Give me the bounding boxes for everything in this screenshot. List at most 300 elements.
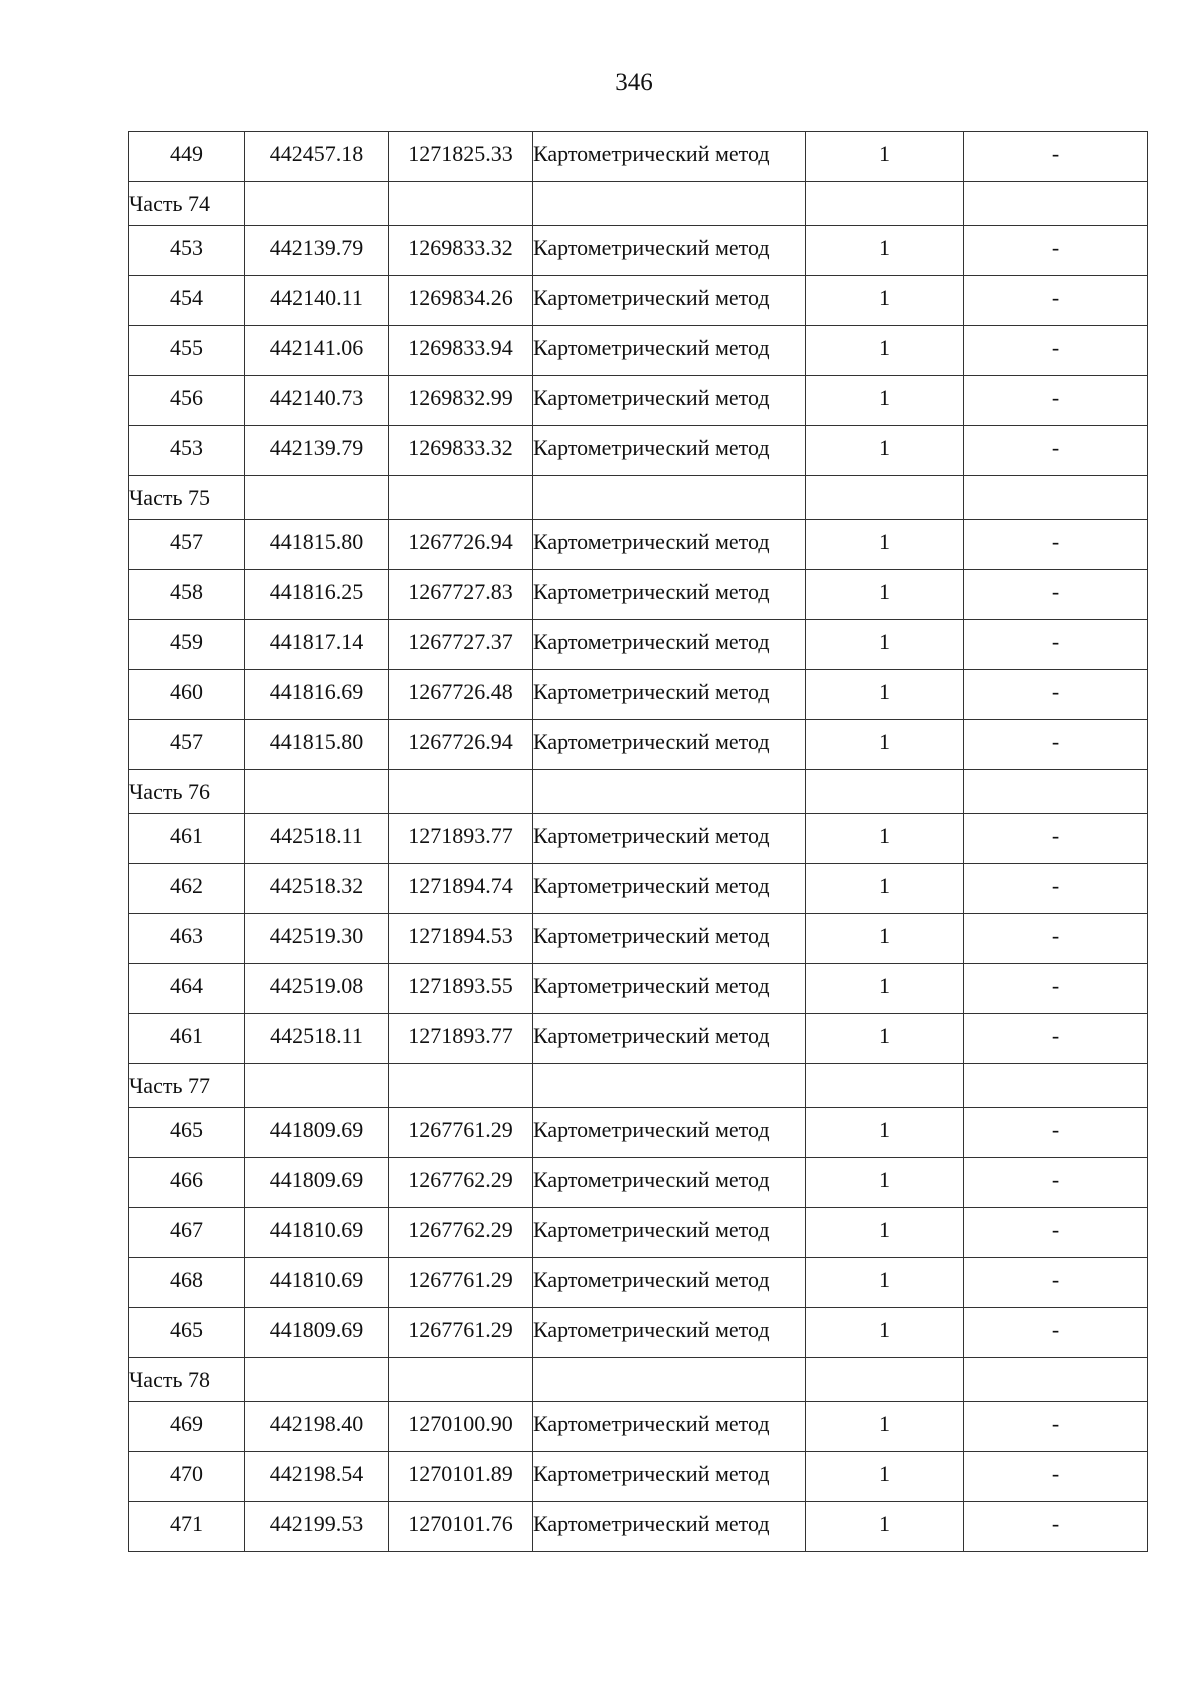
point-number-cell	[129, 376, 245, 426]
method-cell-text: Картометрический метод	[533, 434, 770, 460]
accuracy-cell-text: 1	[879, 822, 890, 848]
point-number-cell	[129, 1402, 245, 1452]
accuracy-cell	[806, 1108, 964, 1158]
y-coordinate-cell-text: 1269833.94	[408, 334, 513, 360]
y-coordinate-cell	[389, 1402, 533, 1452]
accuracy-cell-text: 1	[879, 1510, 890, 1536]
description-cell	[964, 1108, 1148, 1158]
y-coordinate-cell-text: 1271825.33	[408, 140, 513, 166]
description-cell	[964, 1158, 1148, 1208]
method-cell-text: Картометрический метод	[533, 1460, 770, 1486]
method-cell-text: Картометрический метод	[533, 728, 770, 754]
empty-cell	[806, 476, 964, 520]
x-coordinate-cell-text: 441816.25	[269, 578, 364, 604]
y-coordinate-cell-text: 1267762.29	[408, 1166, 513, 1192]
accuracy-cell	[806, 964, 964, 1014]
accuracy-cell-text: 1	[879, 140, 890, 166]
empty-cell	[964, 476, 1148, 520]
x-coordinate-cell	[245, 276, 389, 326]
point-number-cell-text: 469	[170, 1410, 203, 1436]
point-number-cell	[129, 226, 245, 276]
point-number-cell	[129, 276, 245, 326]
accuracy-cell-text: 1	[879, 284, 890, 310]
accuracy-cell-text: 1	[879, 1316, 890, 1342]
empty-cell	[806, 182, 964, 226]
y-coordinate-cell-text: 1271894.74	[408, 872, 513, 898]
y-coordinate-cell	[389, 864, 533, 914]
x-coordinate-cell-text: 442519.30	[269, 922, 364, 948]
y-coordinate-cell	[389, 276, 533, 326]
part-label: Часть 77	[129, 1064, 245, 1108]
accuracy-cell	[806, 1208, 964, 1258]
y-coordinate-cell	[389, 1258, 533, 1308]
point-number-cell	[129, 1502, 245, 1552]
method-cell-text: Картометрический метод	[533, 1216, 770, 1242]
table-row	[129, 620, 1148, 670]
description-cell	[964, 570, 1148, 620]
method-cell	[533, 1014, 806, 1064]
method-cell	[533, 814, 806, 864]
x-coordinate-cell	[245, 1452, 389, 1502]
method-cell-text: Картометрический метод	[533, 334, 770, 360]
accuracy-cell	[806, 864, 964, 914]
point-number-cell-text: 461	[170, 822, 203, 848]
x-coordinate-cell	[245, 226, 389, 276]
point-number-cell	[129, 426, 245, 476]
y-coordinate-cell	[389, 1502, 533, 1552]
accuracy-cell-text: 1	[879, 1022, 890, 1048]
method-cell-text: Картометрический метод	[533, 1116, 770, 1142]
description-cell-text: -	[1051, 1116, 1060, 1142]
description-cell	[964, 1014, 1148, 1064]
accuracy-cell-text: 1	[879, 1266, 890, 1292]
method-cell	[533, 720, 806, 770]
point-number-cell-text: 457	[170, 528, 203, 554]
table-row	[129, 1502, 1148, 1552]
empty-cell	[964, 1064, 1148, 1108]
method-cell-text: Картометрический метод	[533, 628, 770, 654]
point-number-cell-text: 454	[170, 284, 203, 310]
description-cell-text: -	[1051, 284, 1060, 310]
description-cell	[964, 1258, 1148, 1308]
y-coordinate-cell-text: 1267727.37	[408, 628, 513, 654]
accuracy-cell	[806, 814, 964, 864]
y-coordinate-cell-text: 1270101.76	[408, 1510, 513, 1536]
description-cell-text: -	[1051, 434, 1060, 460]
x-coordinate-cell	[245, 132, 389, 182]
description-cell-text: -	[1051, 384, 1060, 410]
description-cell	[964, 670, 1148, 720]
part-label: Часть 74	[129, 182, 245, 226]
empty-cell	[964, 1358, 1148, 1402]
x-coordinate-cell	[245, 1158, 389, 1208]
part-header-row	[129, 182, 1148, 226]
x-coordinate-cell-text: 442139.79	[269, 234, 364, 260]
description-cell-text: -	[1051, 678, 1060, 704]
y-coordinate-cell-text: 1269832.99	[408, 384, 513, 410]
empty-cell	[245, 770, 389, 814]
accuracy-cell	[806, 670, 964, 720]
description-cell	[964, 426, 1148, 476]
accuracy-cell-text: 1	[879, 1460, 890, 1486]
y-coordinate-cell	[389, 1158, 533, 1208]
method-cell-text: Картометрический метод	[533, 872, 770, 898]
empty-cell	[389, 182, 533, 226]
empty-cell	[389, 1358, 533, 1402]
description-cell	[964, 720, 1148, 770]
x-coordinate-cell	[245, 376, 389, 426]
table-row	[129, 132, 1148, 182]
accuracy-cell-text: 1	[879, 872, 890, 898]
point-number-cell	[129, 1014, 245, 1064]
y-coordinate-cell	[389, 520, 533, 570]
point-number-cell	[129, 1258, 245, 1308]
description-cell	[964, 326, 1148, 376]
empty-cell	[389, 1064, 533, 1108]
empty-cell	[964, 770, 1148, 814]
y-coordinate-cell-text: 1271893.77	[408, 1022, 513, 1048]
x-coordinate-cell	[245, 670, 389, 720]
description-cell-text: -	[1051, 578, 1060, 604]
method-cell-text: Картометрический метод	[533, 578, 770, 604]
description-cell-text: -	[1051, 528, 1060, 554]
x-coordinate-cell	[245, 570, 389, 620]
x-coordinate-cell	[245, 1014, 389, 1064]
x-coordinate-cell	[245, 1502, 389, 1552]
point-number-cell	[129, 670, 245, 720]
x-coordinate-cell	[245, 964, 389, 1014]
accuracy-cell-text: 1	[879, 334, 890, 360]
x-coordinate-cell-text: 441815.80	[269, 728, 364, 754]
accuracy-cell	[806, 1158, 964, 1208]
point-number-cell-text: 460	[170, 678, 203, 704]
x-coordinate-cell-text: 442199.53	[269, 1510, 364, 1536]
point-number-cell	[129, 520, 245, 570]
table-row	[129, 1402, 1148, 1452]
y-coordinate-cell-text: 1271894.53	[408, 922, 513, 948]
y-coordinate-cell	[389, 964, 533, 1014]
y-coordinate-cell-text: 1267761.29	[408, 1116, 513, 1142]
method-cell	[533, 1502, 806, 1552]
accuracy-cell	[806, 520, 964, 570]
x-coordinate-cell	[245, 426, 389, 476]
method-cell	[533, 1208, 806, 1258]
description-cell	[964, 964, 1148, 1014]
table-row	[129, 276, 1148, 326]
y-coordinate-cell	[389, 326, 533, 376]
y-coordinate-cell-text: 1267761.29	[408, 1316, 513, 1342]
y-coordinate-cell	[389, 376, 533, 426]
accuracy-cell	[806, 326, 964, 376]
point-number-cell-text: 459	[170, 628, 203, 654]
x-coordinate-cell-text: 441810.69	[269, 1216, 364, 1242]
part-header-row	[129, 770, 1148, 814]
x-coordinate-cell	[245, 1208, 389, 1258]
empty-cell	[533, 1358, 806, 1402]
accuracy-cell-text: 1	[879, 1216, 890, 1242]
empty-cell	[806, 1064, 964, 1108]
description-cell	[964, 1402, 1148, 1452]
method-cell	[533, 1258, 806, 1308]
table-row	[129, 520, 1148, 570]
x-coordinate-cell-text: 441809.69	[269, 1166, 364, 1192]
x-coordinate-cell	[245, 864, 389, 914]
y-coordinate-cell	[389, 1108, 533, 1158]
table-row	[129, 914, 1148, 964]
accuracy-cell-text: 1	[879, 528, 890, 554]
point-number-cell-text: 453	[170, 234, 203, 260]
x-coordinate-cell	[245, 1402, 389, 1452]
method-cell	[533, 1308, 806, 1358]
point-number-cell	[129, 326, 245, 376]
description-cell-text: -	[1051, 1266, 1060, 1292]
description-cell-text: -	[1051, 922, 1060, 948]
empty-cell	[245, 1064, 389, 1108]
method-cell-text: Картометрический метод	[533, 1316, 770, 1342]
accuracy-cell	[806, 1452, 964, 1502]
y-coordinate-cell-text: 1269834.26	[408, 284, 513, 310]
point-number-cell	[129, 620, 245, 670]
point-number-cell-text: 453	[170, 434, 203, 460]
method-cell-text: Картометрический метод	[533, 1022, 770, 1048]
coordinates-table-body	[129, 132, 1148, 1552]
point-number-cell-text: 464	[170, 972, 203, 998]
table-row	[129, 1108, 1148, 1158]
empty-cell	[806, 770, 964, 814]
y-coordinate-cell	[389, 1452, 533, 1502]
description-cell-text: -	[1051, 822, 1060, 848]
y-coordinate-cell-text: 1267726.94	[408, 528, 513, 554]
point-number-cell-text: 471	[170, 1510, 203, 1536]
description-cell	[964, 1502, 1148, 1552]
description-cell-text: -	[1051, 1510, 1060, 1536]
table-row	[129, 1308, 1148, 1358]
description-cell	[964, 1208, 1148, 1258]
x-coordinate-cell-text: 442141.06	[269, 334, 364, 360]
table-row	[129, 570, 1148, 620]
point-number-cell-text: 457	[170, 728, 203, 754]
point-number-cell-text: 470	[170, 1460, 203, 1486]
table-row	[129, 1158, 1148, 1208]
y-coordinate-cell-text: 1271893.55	[408, 972, 513, 998]
point-number-cell-text: 466	[170, 1166, 203, 1192]
description-cell-text: -	[1051, 1460, 1060, 1486]
point-number-cell-text: 467	[170, 1216, 203, 1242]
x-coordinate-cell-text: 442198.40	[269, 1410, 364, 1436]
point-number-cell	[129, 570, 245, 620]
method-cell-text: Картометрический метод	[533, 284, 770, 310]
method-cell-text: Картометрический метод	[533, 384, 770, 410]
point-number-cell-text: 455	[170, 334, 203, 360]
table-row	[129, 720, 1148, 770]
x-coordinate-cell-text: 442140.11	[270, 284, 363, 310]
point-number-cell	[129, 720, 245, 770]
point-number-cell-text: 449	[170, 140, 203, 166]
description-cell	[964, 1308, 1148, 1358]
method-cell	[533, 132, 806, 182]
accuracy-cell	[806, 226, 964, 276]
description-cell-text: -	[1051, 1022, 1060, 1048]
accuracy-cell-text: 1	[879, 678, 890, 704]
accuracy-cell	[806, 620, 964, 670]
description-cell-text: -	[1051, 140, 1060, 166]
accuracy-cell-text: 1	[879, 1116, 890, 1142]
method-cell-text: Картометрический метод	[533, 140, 770, 166]
empty-cell	[389, 476, 533, 520]
x-coordinate-cell-text: 442139.79	[269, 434, 364, 460]
part-header-row	[129, 1064, 1148, 1108]
method-cell	[533, 620, 806, 670]
x-coordinate-cell	[245, 914, 389, 964]
accuracy-cell-text: 1	[879, 384, 890, 410]
method-cell-text: Картометрический метод	[533, 1510, 770, 1536]
x-coordinate-cell-text: 442518.11	[270, 822, 363, 848]
table-row	[129, 426, 1148, 476]
x-coordinate-cell	[245, 720, 389, 770]
table-row	[129, 670, 1148, 720]
table-row	[129, 1258, 1148, 1308]
empty-cell	[245, 182, 389, 226]
method-cell-text: Картометрический метод	[533, 1266, 770, 1292]
accuracy-cell-text: 1	[879, 922, 890, 948]
point-number-cell	[129, 1452, 245, 1502]
accuracy-cell	[806, 1308, 964, 1358]
y-coordinate-cell	[389, 1308, 533, 1358]
x-coordinate-cell-text: 441809.69	[269, 1316, 364, 1342]
method-cell-text: Картометрический метод	[533, 1166, 770, 1192]
accuracy-cell-text: 1	[879, 234, 890, 260]
table-row	[129, 226, 1148, 276]
part-header-row	[129, 476, 1148, 520]
x-coordinate-cell-text: 442518.11	[270, 1022, 363, 1048]
description-cell-text: -	[1051, 334, 1060, 360]
empty-cell	[964, 182, 1148, 226]
description-cell	[964, 814, 1148, 864]
description-cell-text: -	[1051, 628, 1060, 654]
accuracy-cell	[806, 570, 964, 620]
accuracy-cell	[806, 720, 964, 770]
y-coordinate-cell	[389, 226, 533, 276]
y-coordinate-cell	[389, 1208, 533, 1258]
table-row	[129, 864, 1148, 914]
y-coordinate-cell	[389, 1014, 533, 1064]
description-cell-text: -	[1051, 1316, 1060, 1342]
method-cell-text: Картометрический метод	[533, 528, 770, 554]
description-cell-text: -	[1051, 1166, 1060, 1192]
table-row	[129, 964, 1148, 1014]
table-row	[129, 326, 1148, 376]
y-coordinate-cell-text: 1270101.89	[408, 1460, 513, 1486]
accuracy-cell-text: 1	[879, 1166, 890, 1192]
method-cell	[533, 226, 806, 276]
method-cell	[533, 1452, 806, 1502]
description-cell-text: -	[1051, 234, 1060, 260]
method-cell-text: Картометрический метод	[533, 678, 770, 704]
description-cell	[964, 1452, 1148, 1502]
table-row	[129, 1208, 1148, 1258]
method-cell	[533, 1108, 806, 1158]
description-cell	[964, 376, 1148, 426]
method-cell-text: Картометрический метод	[533, 234, 770, 260]
x-coordinate-cell	[245, 1108, 389, 1158]
accuracy-cell-text: 1	[879, 434, 890, 460]
point-number-cell	[129, 1308, 245, 1358]
x-coordinate-cell-text: 441816.69	[269, 678, 364, 704]
y-coordinate-cell-text: 1269833.32	[408, 434, 513, 460]
y-coordinate-cell-text: 1267727.83	[408, 578, 513, 604]
empty-cell	[806, 1358, 964, 1402]
y-coordinate-cell-text: 1270100.90	[408, 1410, 513, 1436]
accuracy-cell	[806, 132, 964, 182]
table-row	[129, 1014, 1148, 1064]
y-coordinate-cell	[389, 620, 533, 670]
description-cell	[964, 520, 1148, 570]
coordinates-table	[128, 131, 1148, 1552]
method-cell	[533, 570, 806, 620]
method-cell	[533, 864, 806, 914]
y-coordinate-cell-text: 1267762.29	[408, 1216, 513, 1242]
accuracy-cell	[806, 276, 964, 326]
accuracy-cell-text: 1	[879, 972, 890, 998]
point-number-cell	[129, 864, 245, 914]
description-cell-text: -	[1051, 972, 1060, 998]
accuracy-cell	[806, 1258, 964, 1308]
method-cell-text: Картометрический метод	[533, 1410, 770, 1436]
accuracy-cell	[806, 1014, 964, 1064]
x-coordinate-cell	[245, 620, 389, 670]
method-cell-text: Картометрический метод	[533, 922, 770, 948]
description-cell	[964, 132, 1148, 182]
accuracy-cell-text: 1	[879, 1410, 890, 1436]
empty-cell	[245, 1358, 389, 1402]
point-number-cell	[129, 1208, 245, 1258]
empty-cell	[533, 476, 806, 520]
method-cell	[533, 1158, 806, 1208]
x-coordinate-cell	[245, 520, 389, 570]
point-number-cell-text: 461	[170, 1022, 203, 1048]
method-cell	[533, 964, 806, 1014]
y-coordinate-cell	[389, 814, 533, 864]
accuracy-cell	[806, 1502, 964, 1552]
description-cell-text: -	[1051, 1216, 1060, 1242]
method-cell	[533, 426, 806, 476]
point-number-cell-text: 463	[170, 922, 203, 948]
x-coordinate-cell-text: 442198.54	[269, 1460, 364, 1486]
y-coordinate-cell	[389, 570, 533, 620]
method-cell-text: Картометрический метод	[533, 822, 770, 848]
x-coordinate-cell	[245, 1258, 389, 1308]
accuracy-cell-text: 1	[879, 728, 890, 754]
part-header-row	[129, 1358, 1148, 1402]
accuracy-cell-text: 1	[879, 628, 890, 654]
table-row	[129, 1452, 1148, 1502]
empty-cell	[533, 1064, 806, 1108]
method-cell	[533, 276, 806, 326]
point-number-cell	[129, 964, 245, 1014]
x-coordinate-cell	[245, 814, 389, 864]
part-label: Часть 78	[129, 1358, 245, 1402]
y-coordinate-cell-text: 1267726.48	[408, 678, 513, 704]
x-coordinate-cell	[245, 1308, 389, 1358]
method-cell	[533, 520, 806, 570]
y-coordinate-cell	[389, 670, 533, 720]
point-number-cell	[129, 914, 245, 964]
x-coordinate-cell-text: 441810.69	[269, 1266, 364, 1292]
point-number-cell-text: 465	[170, 1316, 203, 1342]
part-label: Часть 75	[129, 476, 245, 520]
x-coordinate-cell-text: 442518.32	[269, 872, 364, 898]
x-coordinate-cell-text: 442140.73	[269, 384, 364, 410]
